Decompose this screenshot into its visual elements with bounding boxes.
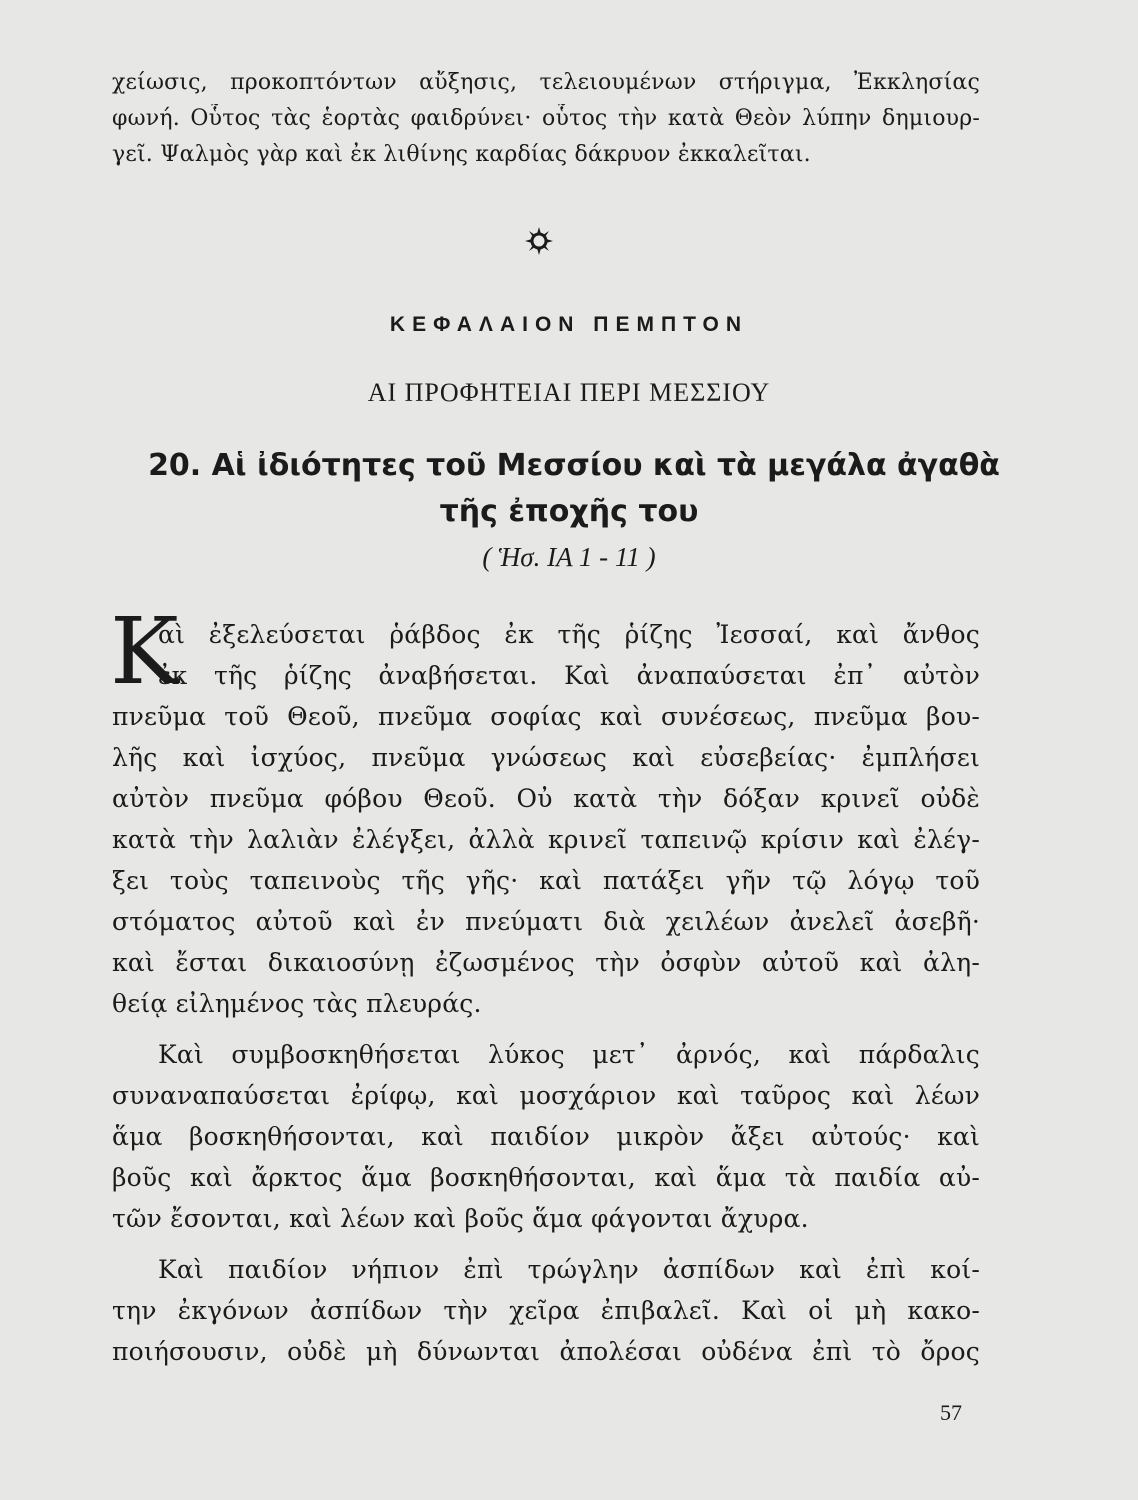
text-line: ποιήσουσιν, οὐδὲ μὴ δύνωνται ἀπολέσαι οὐδένα ἐπὶ τὸ ὄρος [112, 1337, 980, 1366]
text-line: Καὶ παιδίον νήπιον ἐπὶ τρώγλην ἀσπίδων καὶ ἐπὶ κοί- [158, 1255, 980, 1284]
text-line: ξει τοὺς ταπεινοὺς τῆς γῆς· καὶ πατάξει γῆν τῷ λόγῳ τοῦ [112, 866, 980, 895]
drop-cap: Κ [110, 598, 179, 705]
text-line: φωνή. Οὗτος τὰς ἑορτὰς φαιδρύνει· οὗτος τὴν κατὰ Θεὸν λύπην δημιουρ- [112, 106, 980, 131]
text-line: γεῖ. Ψαλμὸς γὰρ καὶ ἐκ λιθίνης καρδίας δάκρυον ἐκκαλεῖται. [112, 142, 811, 167]
chapter-subtitle: ΑΙ ΠΡΟΦΗΤΕΙΑΙ ΠΕΡΙ ΜΕΣΣΙΟΥ [367, 378, 771, 407]
text-line: στόματος αὐτοῦ καὶ ἐν πνεύματι διὰ χειλέων ἀνελεῖ ἀσεβῆ· [112, 907, 980, 936]
text-line: Καὶ συμβοσκηθήσεται λύκος μετ᾿ ἀρνός, καὶ πάρδαλις [158, 1040, 980, 1069]
text-line: αὶ ἐξελεύσεται ῥάβδος ἐκ τῆς ῥίζης Ἰεσσαί, καὶ ἄνθος [158, 620, 980, 649]
text-line: την ἐκγόνων ἀσπίδων τὴν χεῖρα ἐπιβαλεῖ. Καὶ οἱ μὴ κακο- [112, 1296, 980, 1325]
text-line: τῶν ἔσονται, καὶ λέων καὶ βοῦς ἅμα φάγονται ἄχυρα. [112, 1204, 809, 1233]
text-line: πνεῦμα τοῦ Θεοῦ, πνεῦμα σοφίας καὶ συνέσεως, πνεῦμα βου- [112, 702, 980, 731]
scripture-reference: ( Ἡσ. ΙΑ 1 - 11 ) [482, 542, 656, 572]
text-line: αὐτὸν πνεῦμα φόβου Θεοῦ. Οὐ κατὰ τὴν δόξαν κρινεῖ οὐδὲ [112, 784, 980, 813]
section-title-continued: τῆς ἐποχῆς του [439, 494, 699, 529]
text-line: ἐκ τῆς ῥίζης ἀναβήσεται. Καὶ ἀναπαύσεται ἐπ᾿ αὐτὸν [158, 661, 980, 690]
text-line: καὶ ἔσται δικαιοσύνῃ ἐζωσμένος τὴν ὀσφὺν αὐτοῦ καὶ ἀλη- [112, 948, 980, 977]
chapter-heading: ΚΕΦΑΛΑΙΟΝ ΠΕΜΠΤΟΝ [389, 313, 749, 336]
text-line: χείωσις, προκοπτόντων αὔξησις, τελειουμένων στήριγμα, Ἐκκλησίας [112, 70, 980, 95]
text-line: συναναπαύσεται ἐρίφῳ, καὶ μοσχάριον καὶ ταῦρος καὶ λέων [112, 1081, 980, 1110]
text-line: ἅμα βοσκηθήσονται, καὶ παιδίον μικρὸν ἄξει αὐτούς· καὶ [112, 1122, 980, 1151]
section-title: 20. Αἱ ἰδιότητες τοῦ Μεσσίου καὶ τὰ μεγάλα ἀγαθὰ [148, 448, 1000, 483]
text-line: θείᾳ εἰλημένος τὰς πλευράς. [112, 989, 482, 1018]
star-ornament-icon [524, 226, 554, 256]
text-line: βοῦς καὶ ἄρκτος ἅμα βοσκηθήσονται, καὶ ἅμα τὰ παιδία αὐ- [112, 1163, 980, 1192]
page-number: 57 [940, 1400, 962, 1425]
text-line: κατὰ τὴν λαλιὰν ἐλέγξει, ἀλλὰ κρινεῖ ταπεινῷ κρίσιν καὶ ἐλέγ- [112, 825, 980, 854]
text-line: λῆς καὶ ἰσχύος, πνεῦμα γνώσεως καὶ εὐσεβείας· ἐμπλήσει [112, 743, 980, 772]
